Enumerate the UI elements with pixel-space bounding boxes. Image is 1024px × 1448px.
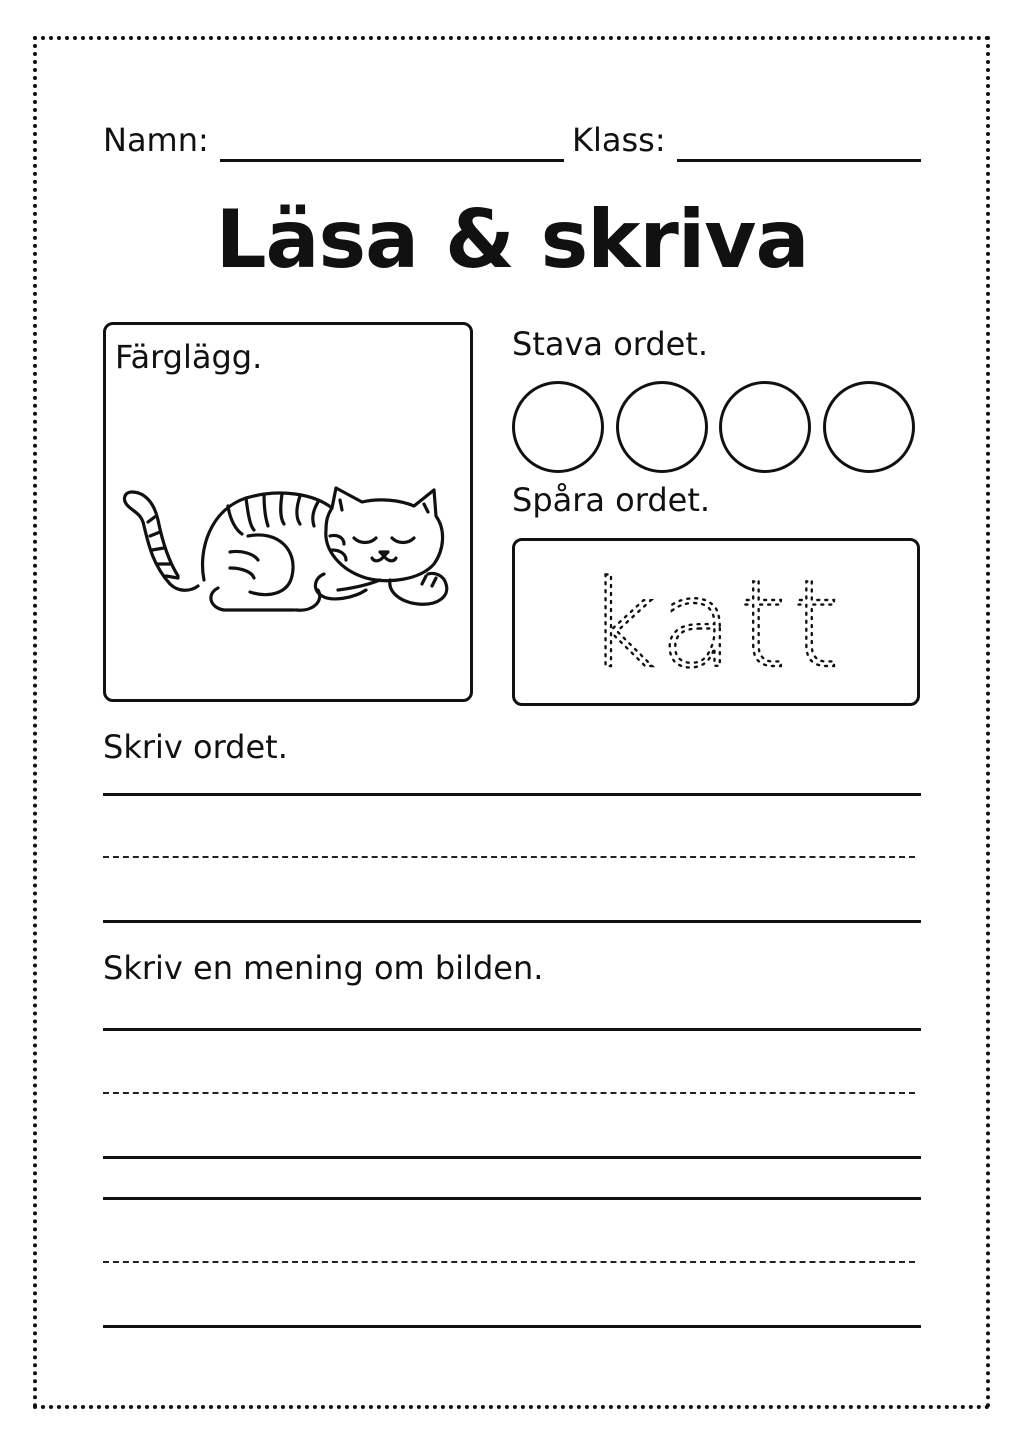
spell-circle-3[interactable] xyxy=(719,381,811,473)
spell-circle-4[interactable] xyxy=(823,381,915,473)
class-line[interactable] xyxy=(677,159,921,162)
sentence-line-2-top[interactable] xyxy=(103,1197,921,1200)
writing-line[interactable] xyxy=(103,793,921,796)
writing-midline xyxy=(103,856,915,858)
sleeping-cat-icon xyxy=(118,480,458,620)
sentence-line-2-baseline[interactable] xyxy=(103,1325,921,1328)
trace-word-area xyxy=(512,538,920,706)
sentence-line-1-midline xyxy=(103,1092,915,1094)
name-line[interactable] xyxy=(220,159,564,162)
page-title: Läsa & skriva xyxy=(215,193,809,286)
trace-word: katt xyxy=(586,556,846,695)
spell-circle-2[interactable] xyxy=(616,381,708,473)
sentence-line-1-baseline[interactable] xyxy=(103,1156,921,1159)
sentence-label: Skriv en mening om bilden. xyxy=(103,949,544,987)
writing-baseline[interactable] xyxy=(103,920,921,923)
spell-label: Stava ordet. xyxy=(512,325,709,363)
write-word-label: Skriv ordet. xyxy=(103,728,288,766)
color-label: Färglägg. xyxy=(115,338,263,376)
trace-label: Spåra ordet. xyxy=(512,481,711,519)
class-label: Klass: xyxy=(572,121,666,159)
spell-circle-1[interactable] xyxy=(512,381,604,473)
sentence-line-2-midline xyxy=(103,1261,915,1263)
sentence-line-1-top[interactable] xyxy=(103,1028,921,1031)
name-label: Namn: xyxy=(103,121,209,159)
